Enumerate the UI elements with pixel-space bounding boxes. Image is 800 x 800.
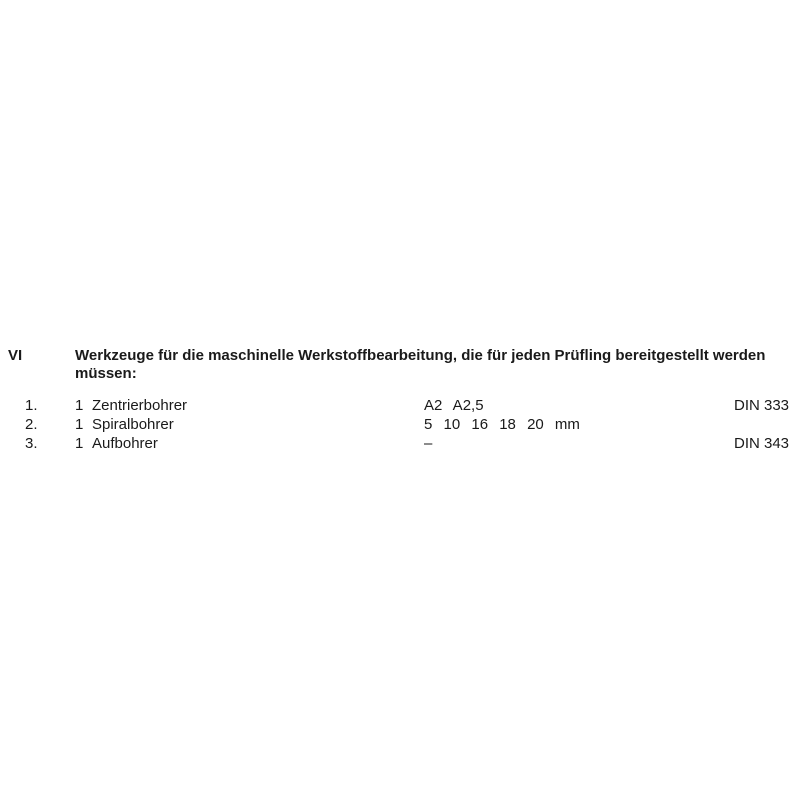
item-sizes: 5 10 16 18 20 mm [424, 416, 580, 433]
item-name: Aufbohrer [92, 435, 158, 452]
item-standard: DIN 333 [734, 397, 790, 414]
list-item [0, 434, 800, 453]
list-item [0, 415, 800, 434]
item-sizes: A2 A2,5 [424, 397, 484, 414]
item-quantity: 1 [75, 435, 84, 452]
item-quantity: 1 [75, 397, 84, 414]
item-name: Spiralbohrer [92, 416, 174, 433]
section-number: VI [8, 347, 23, 364]
list-item [0, 396, 800, 415]
item-number: 1. [25, 397, 38, 414]
item-quantity: 1 [75, 416, 84, 433]
section-heading: Werkzeuge für die maschinelle Werkstoffbearbeitung, die für jeden Prüfling bereitgestellt werden müssen: [75, 347, 766, 382]
item-number: 3. [25, 435, 38, 452]
item-number: 2. [25, 416, 38, 433]
item-name: Zentrierbohrer [92, 397, 188, 414]
item-standard: DIN 343 [734, 435, 790, 452]
item-sizes: – [424, 435, 433, 452]
